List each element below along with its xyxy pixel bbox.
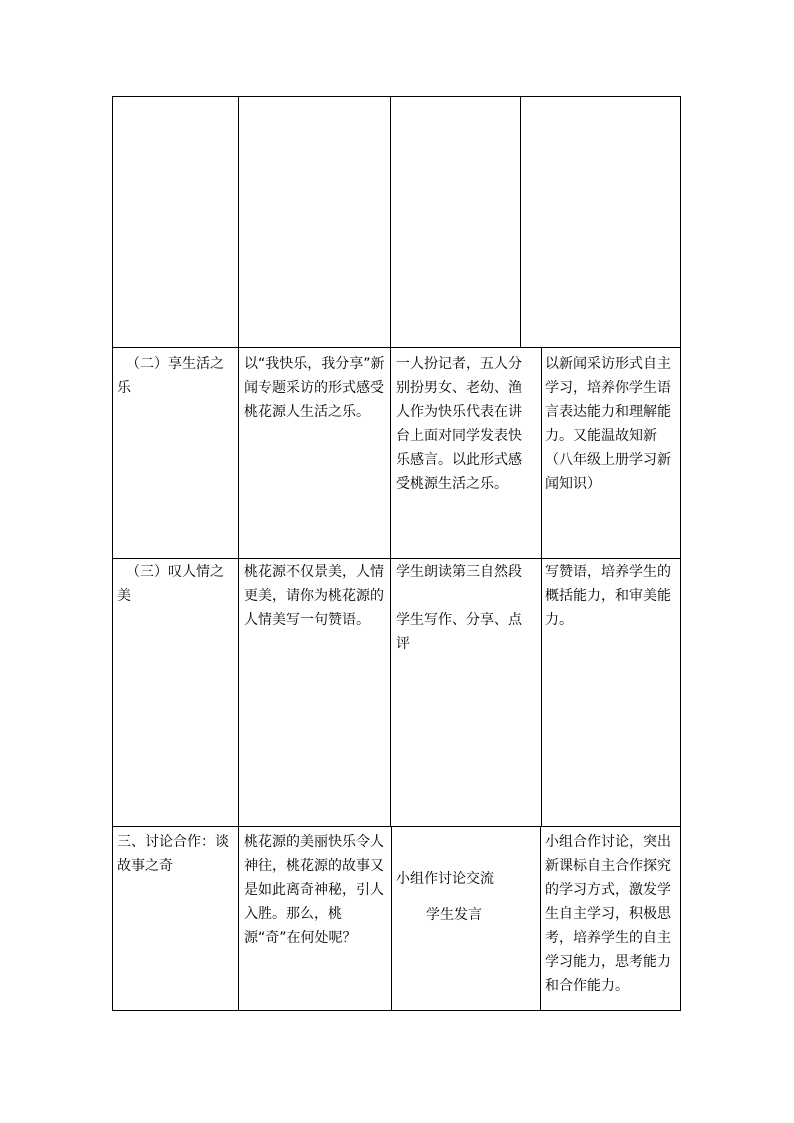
column-divider <box>520 96 521 348</box>
section-label-text: （三）叹人情之美 <box>117 564 224 604</box>
column-divider <box>541 558 542 827</box>
content-text: 桃花源的美丽快乐令人神往，桃花源的故事又是如此离奇神秘，引人入胜。那么，桃源“奇”在何处呢？ <box>244 834 384 946</box>
row-3-content <box>244 560 386 632</box>
row-divider <box>112 826 681 827</box>
row-2-section-label <box>117 352 237 400</box>
table-border-right <box>680 96 681 1011</box>
activity-text: 学生发言 <box>426 907 482 923</box>
row-3-purpose <box>545 560 679 632</box>
purpose-text: 以新闻采访形式自主学习，培养你学生语言表达能力和理解能力。又能温故知新（八年级上册学习新闻知识） <box>545 356 671 492</box>
row-3-section-label <box>117 560 237 608</box>
column-divider <box>238 96 239 1011</box>
purpose-text: 小组合作讨论，突出新课标自主合作探究的学习方式，激发学生自主学习，积极思考，培养学生的自主学习能力，思考能力和合作能力。 <box>545 834 671 994</box>
row-2-activity <box>396 352 530 496</box>
row-3-activity <box>396 560 530 656</box>
row-divider <box>112 347 681 348</box>
row-2-purpose <box>545 352 679 496</box>
row-4-section-label <box>117 830 237 878</box>
row-4-purpose <box>545 830 679 998</box>
column-divider <box>391 826 392 1011</box>
column-divider <box>540 826 541 1011</box>
section-label-text: （二）享生活之乐 <box>117 356 224 396</box>
activity-text: 一人扮记者，五人分别扮男女、老幼、渔人作为快乐代表在讲台上面对同学发表快乐感言。以此形式感受桃源生活之乐。 <box>396 356 522 492</box>
activity-text: 小组作讨论交流 <box>396 871 494 887</box>
row-4-activity <box>396 867 530 927</box>
row-divider <box>112 558 681 559</box>
content-text: 桃花源不仅景美，人情更美，请你为桃花源的人情美写一句赞语。 <box>244 564 384 628</box>
column-divider <box>390 96 391 827</box>
section-label-text: 三、讨论合作：谈故事之奇 <box>117 834 229 874</box>
table-border-left <box>112 96 113 1011</box>
content-text: 以“我快乐，我分享”新闻专题采访的形式感受桃花源人生活之乐。 <box>244 356 385 420</box>
table-border-bottom <box>112 1010 681 1011</box>
purpose-text: 写赞语，培养学生的概括能力，和审美能力。 <box>545 564 671 628</box>
activity-text: 学生写作、分享、点评 <box>396 612 522 652</box>
column-divider <box>541 347 542 559</box>
row-2-content <box>244 352 386 424</box>
row-4-content <box>244 830 386 950</box>
activity-text: 学生朗读第三自然段 <box>396 564 522 580</box>
table-border-top <box>112 96 681 97</box>
